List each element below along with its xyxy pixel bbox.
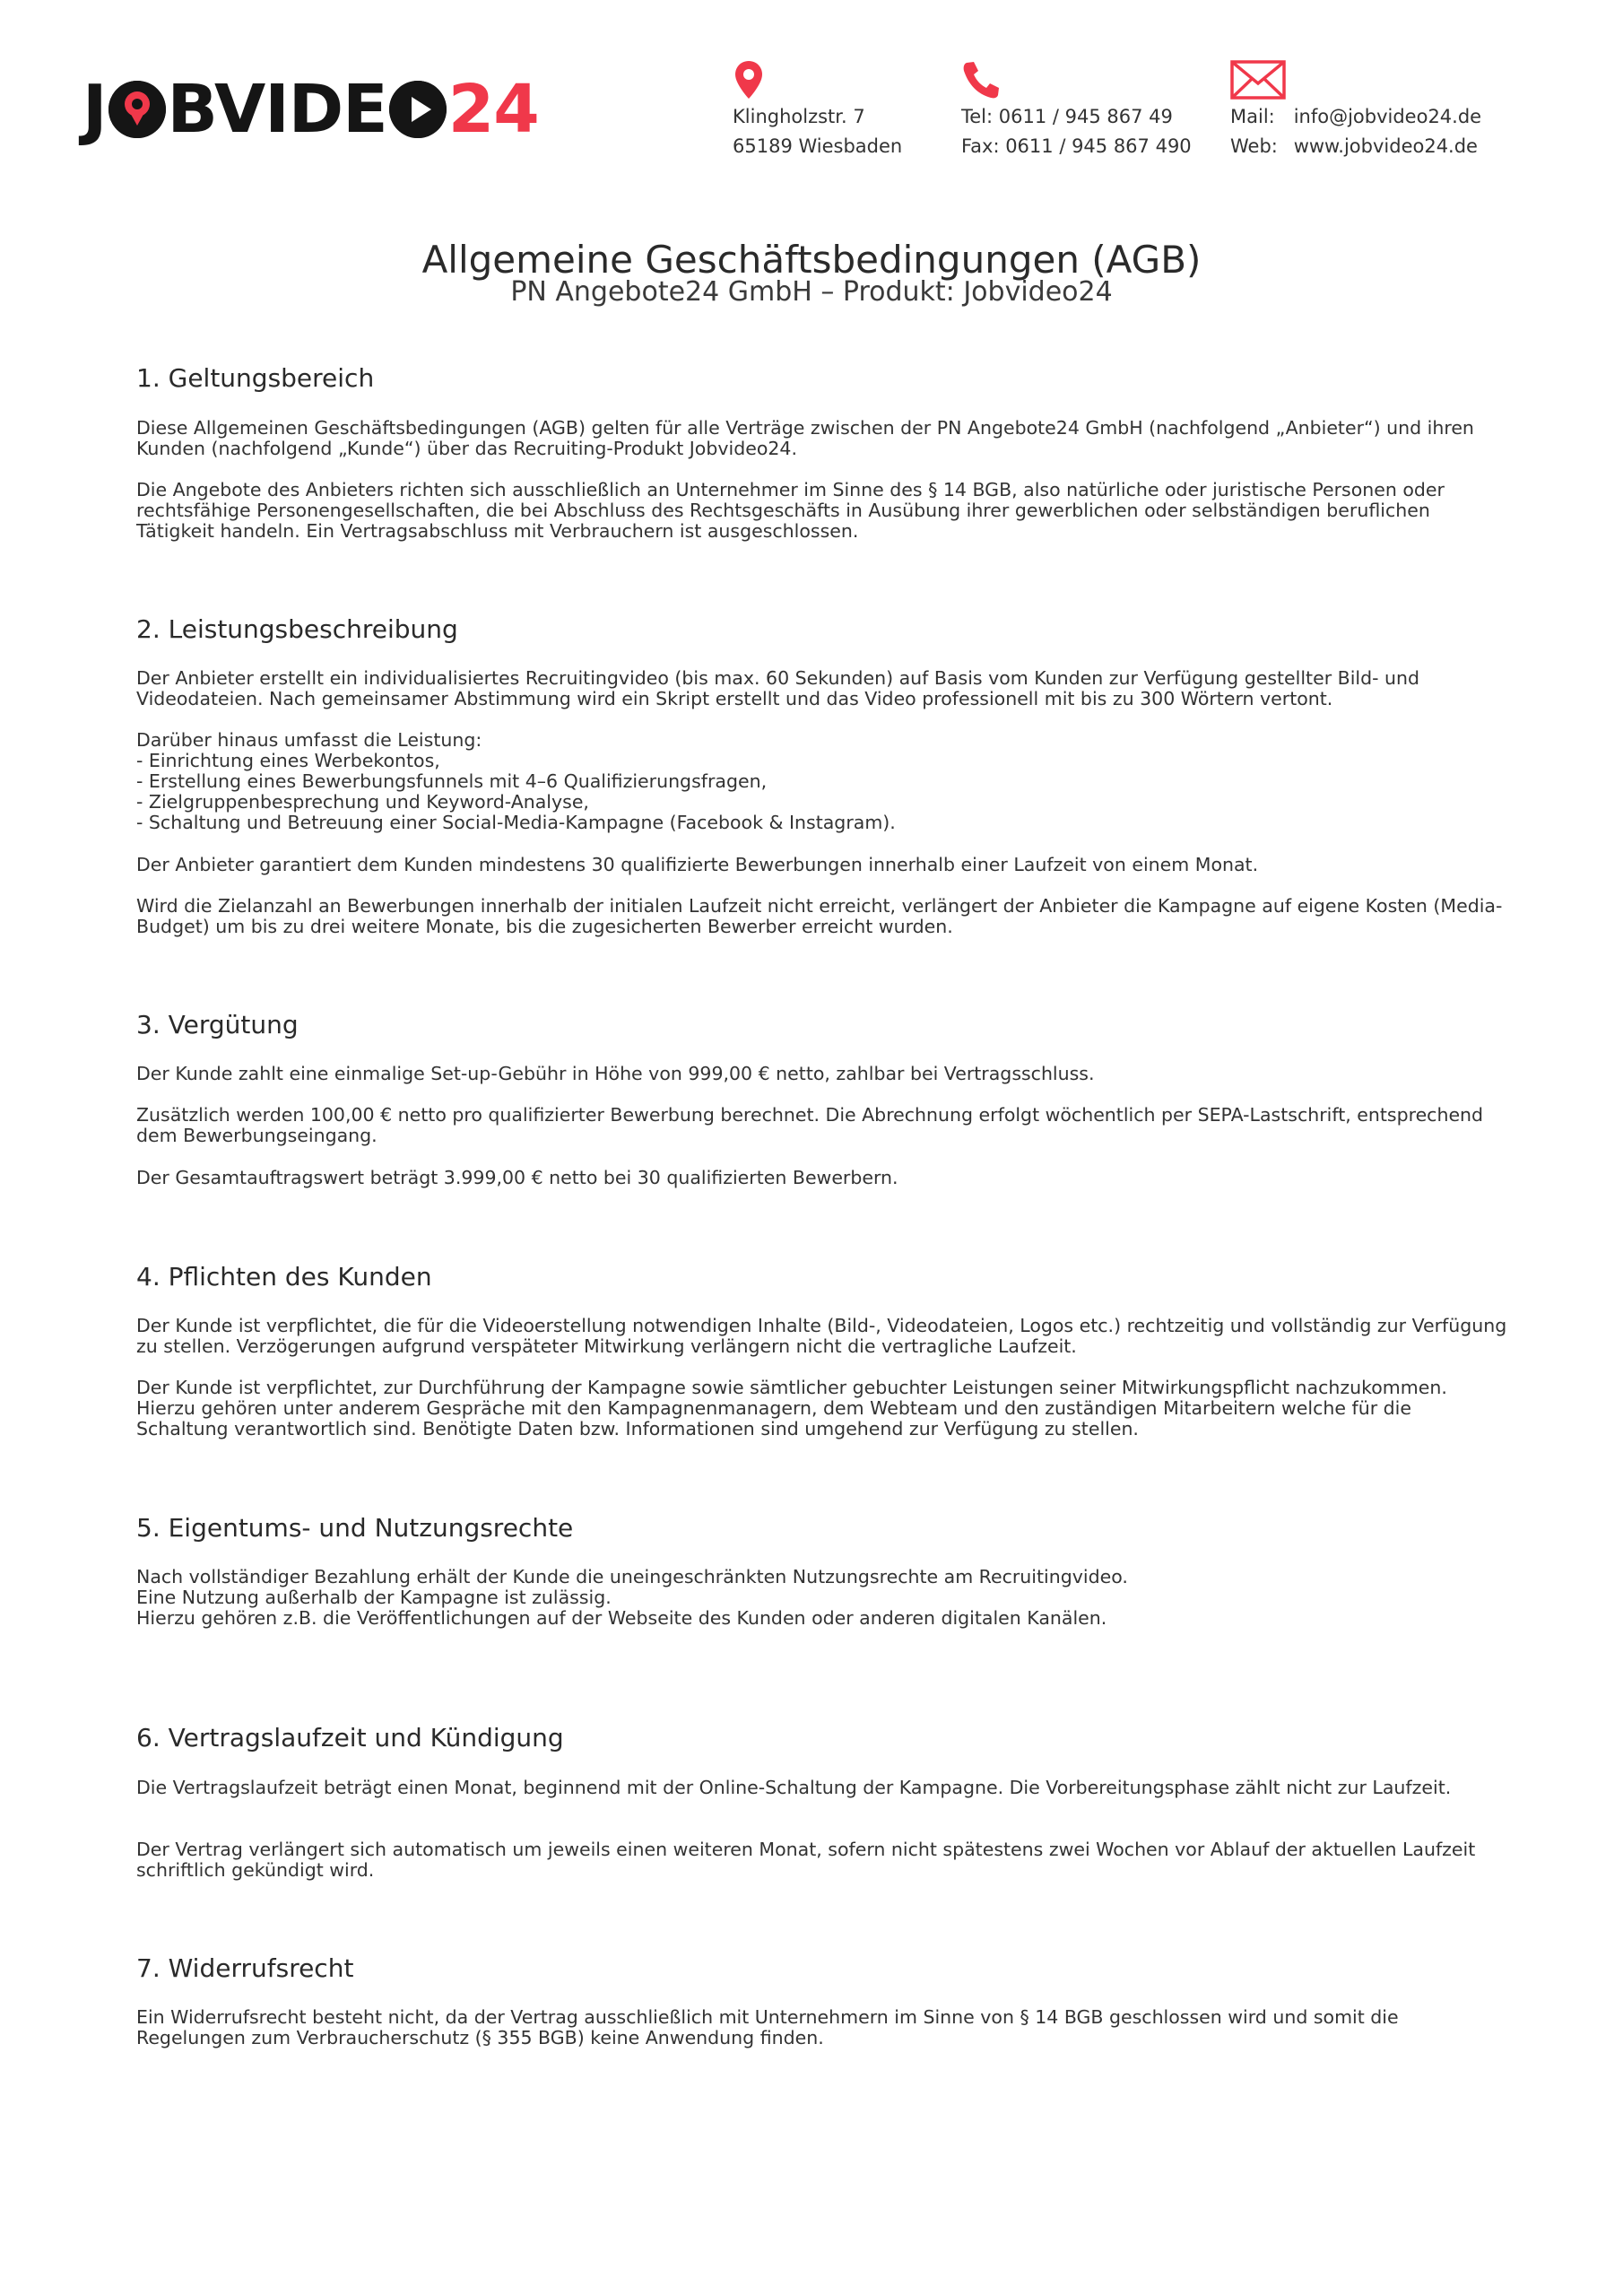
section-heading-pflichten: 4. Pflichten des Kunden <box>136 1262 432 1292</box>
web-row <box>1230 132 1481 161</box>
online-contact-block <box>1230 59 1481 161</box>
section-paragraph: Diese Allgemeinen Geschäftsbedingungen (AGB) gelten für alle Verträge zwischen der PN Angebote24 GmbH (nachfolgend „Anbieter“) und ihren Kunden (nachfolgend „Kunde“) über das Recruiting-Produkt Jobvideo24. <box>136 417 1474 459</box>
mail-row <box>1230 102 1481 132</box>
mail-link[interactable]: info@jobvideo24.de <box>1293 106 1482 127</box>
section-paragraph: Der Gesamtauftragswert beträgt 3.999,00 € netto bei 30 qualifizierten Bewerbern. <box>136 1167 898 1188</box>
company-logo <box>82 71 539 148</box>
section-paragraph: Ein Widerrufsrecht besteht nicht, da der Vertrag ausschließlich mit Unternehmern im Sinne von § 14 BGB geschlossen wird und somit die Regelungen zum Verbraucherschutz (§ 355 BGB) keine Anwendung finden. <box>136 2006 1399 2048</box>
document-subtitle: PN Angebote24 GmbH – Produkt: Jobvideo24 <box>510 276 1113 308</box>
section-paragraph: Der Anbieter erstellt ein individualisiertes Recruitingvideo (bis max. 60 Sekunden) auf Basis vom Kunden zur Verfügung gestellter Bild- und Videodateien. Nach gemeinsamer Abstimmung wird ein Skript erstellt und das Video professionell mit bis zu 300 Wörtern vertont. <box>136 667 1420 709</box>
section-paragraph: Die Vertragslaufzeit beträgt einen Monat, beginnend mit der Online-Schaltung der Kampagne. Die Vorbereitungsphase zählt nicht zur Laufzeit. <box>136 1777 1452 1798</box>
section-paragraph: Nach vollständiger Bezahlung erhält der Kunde die uneingeschränkten Nutzungsrechte am Recruitingvideo. Eine Nutzung außerhalb der Kampagne ist zulässig. Hierzu gehören z.B. die Veröffentlichungen auf der Webseite des Kunden oder anderen digitalen Kanälen. <box>136 1566 1128 1629</box>
phone-number[interactable]: Tel: 0611 / 945 867 49 <box>961 106 1173 127</box>
section-paragraph: Zusätzlich werden 100,00 € netto pro qualifizierter Bewerbung berechnet. Die Abrechnung erfolgt wöchentlich per SEPA-Lastschrift, entsprechend dem Bewerbungseingang. <box>136 1104 1484 1146</box>
section-heading-widerrufsrecht: 7. Widerrufsrecht <box>136 1953 354 1983</box>
section-heading-vertragslaufzeit: 6. Vertragslaufzeit und Kündigung <box>136 1723 564 1752</box>
web-link[interactable]: www.jobvideo24.de <box>1293 135 1478 157</box>
location-pin-icon <box>733 59 902 102</box>
section-heading-nutzungsrechte: 5. Eigentums- und Nutzungsrechte <box>136 1513 574 1543</box>
phone-block <box>961 59 1192 161</box>
section-paragraph: Der Anbieter garantiert dem Kunden mindestens 30 qualifizierte Bewerbungen innerhalb einer Laufzeit von einem Monat. <box>136 854 1259 875</box>
web-label: Web: <box>1230 135 1278 157</box>
section-heading-geltungsbereich: 1. Geltungsbereich <box>136 363 375 393</box>
logo-pin-o-icon <box>108 81 166 138</box>
logo-text-bvide: BVIDE <box>167 71 387 148</box>
section-paragraph: Der Kunde ist verpflichtet, die für die Videoerstellung notwendigen Inhalte (Bild-, Videodateien, Logos etc.) rechtzeitig und vollständig zur Verfügung zu stellen. Verzögerungen aufgrund verspäteter Mitwirkung verlängern nicht die vertragliche Laufzeit. <box>136 1315 1507 1357</box>
envelope-icon <box>1230 59 1481 102</box>
document-title: Allgemeine Geschäftsbedingungen (AGB) <box>421 238 1202 282</box>
section-paragraph: Der Kunde zahlt eine einmalige Set-up-Gebühr in Höhe von 999,00 € netto, zahlbar bei Vertragsschluss. <box>136 1063 1095 1084</box>
service-list: Darüber hinaus umfasst die Leistung: - Einrichtung eines Werbekontos, - Erstellung eines Bewerbungsfunnels mit 4–6 Qualifizierungsfragen, - Zielgruppenbesprechung und Keyword-Analyse, - Schaltung und Betreuung einer Social-Media-Kampagne (Facebook & Instagram). <box>136 729 896 833</box>
section-paragraph: Der Vertrag verlängert sich automatisch um jeweils einen weiteren Monat, sofern nicht spätestens zwei Wochen vor Ablauf der aktuellen Laufzeit schriftlich gekündigt wird. <box>136 1839 1476 1881</box>
section-heading-leistungsbeschreibung: 2. Leistungsbeschreibung <box>136 614 458 644</box>
logo-play-o-icon <box>389 81 447 138</box>
logo-text-j: J <box>82 71 107 148</box>
mail-label: Mail: <box>1230 106 1275 127</box>
section-paragraph: Die Angebote des Anbieters richten sich ausschließlich an Unternehmer im Sinne des § 14 BGB, also natürliche oder juristische Personen oder rechtsfähige Personengesellschaften, die bei Abschluss des Rechtsgeschäfts in Ausübung ihrer gewerblichen oder selbständigen beruflichen Tätigkeit handeln. Ein Vertragsabschluss mit Verbrauchern ist ausgeschlossen. <box>136 479 1445 542</box>
address-block <box>733 59 902 161</box>
section-heading-verguetung: 3. Vergütung <box>136 1010 299 1039</box>
address-city: 65189 Wiesbaden <box>733 135 903 157</box>
phone-icon <box>961 59 1192 102</box>
logo-text-24: 24 <box>447 71 539 148</box>
section-paragraph: Der Kunde ist verpflichtet, zur Durchführung der Kampagne sowie sämtlicher gebuchter Leistungen seiner Mitwirkungspflicht nachzukommen. Hierzu gehören unter anderem Gespräche mit den Kampagnenmanagern, dem Webteam und den zuständigen Mitarbeitern welche für die Schaltung verantwortlich sind. Benötigte Daten bzw. Informationen sind umgehend zur Verfügung zu stellen. <box>136 1377 1447 1439</box>
section-paragraph: Wird die Zielanzahl an Bewerbungen innerhalb der initialen Laufzeit nicht erreicht, verlängert der Anbieter die Kampagne auf eigene Kosten (Media-Budget) um bis zu drei weitere Monate, bis die zugesicherten Bewerber erreicht wurden. <box>136 895 1503 937</box>
address-street: Klingholzstr. 7 <box>733 106 865 127</box>
fax-number: Fax: 0611 / 945 867 490 <box>961 135 1192 157</box>
